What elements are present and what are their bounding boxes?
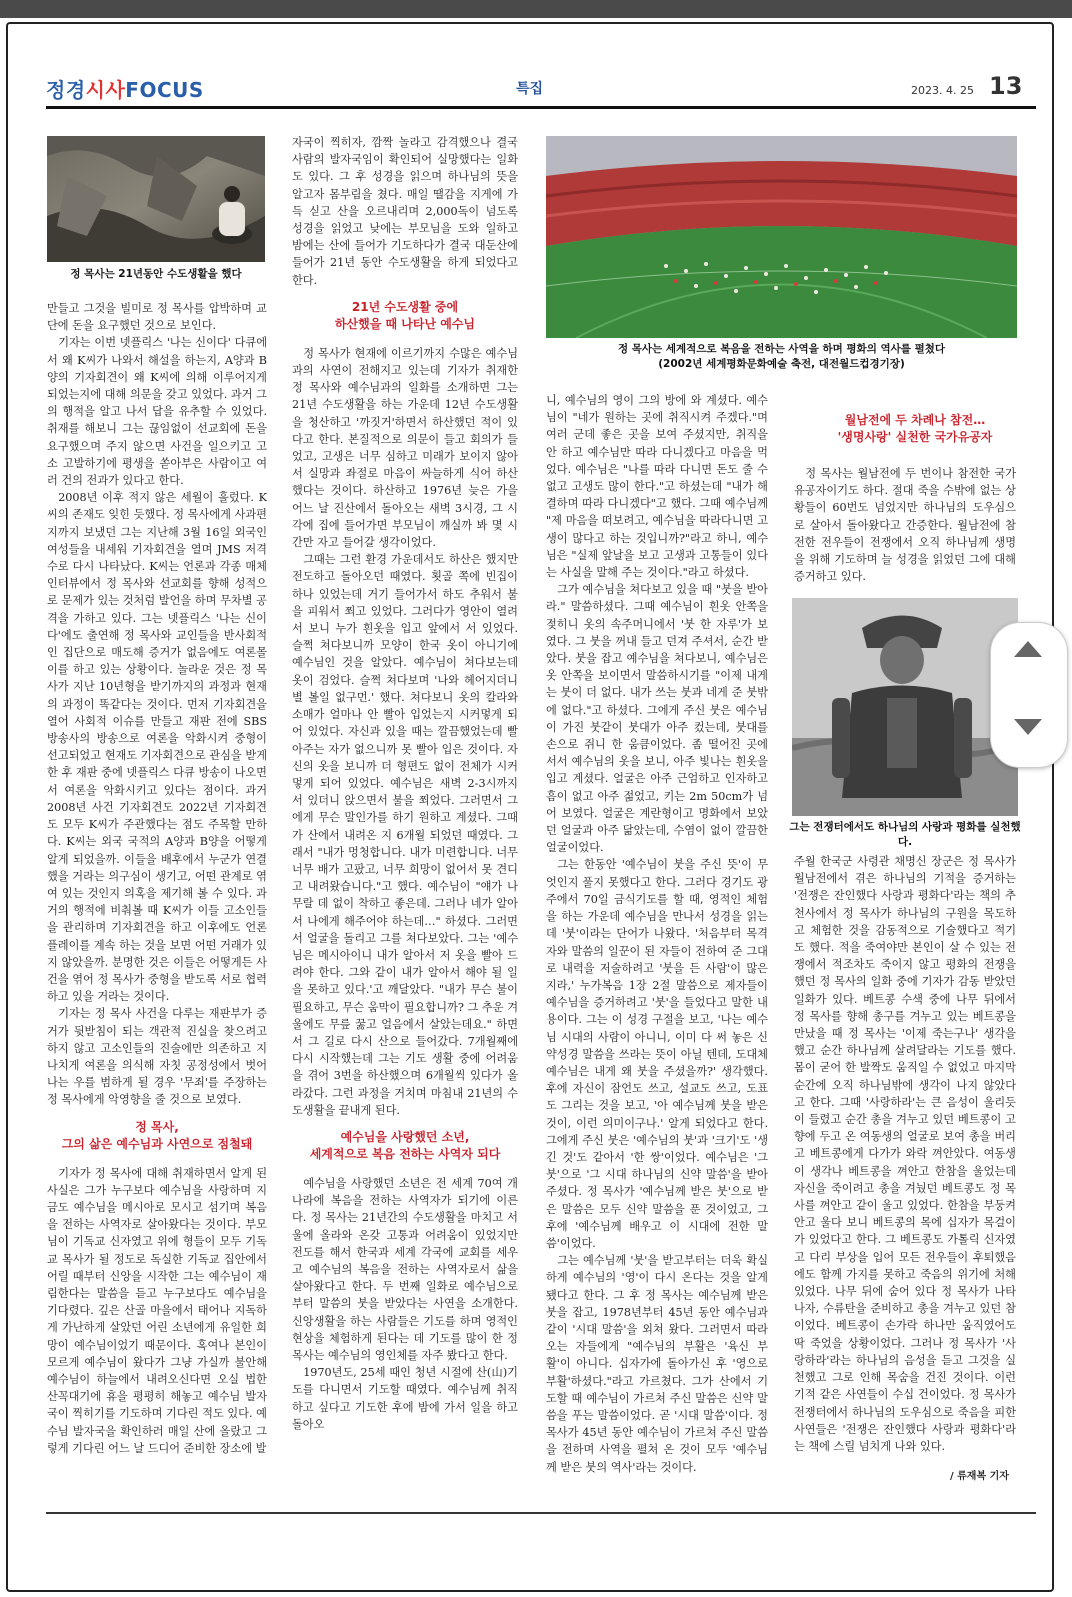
subheading-2 [292, 299, 518, 333]
paragraph: 1970년도, 25세 때인 청년 시절에 산(山)기도를 다니면서 기도할 때였다. 예수님께 취직하고 싶다고 기도한 후에 밤에 가서 일을 하고 돌아오 [292, 1366, 518, 1431]
stadium-caption-line1: 정 목사는 세계적으로 복음을 전하는 사역을 하며 평화의 역사를 펼쳤다 [617, 343, 946, 355]
paragraph: 니, 예수님의 영이 그의 방에 와 계셨다. 예수님이 "네가 원하는 곳에 취직시켜 주겠다."며 여러 군데 좋은 곳을 보여 주셨지만, 취직을 안 하고 예수님만 따라 다니겠다고 마음을 먹었다. 예수님은 "나를 따라 다니면 돈도 줄 수 없고 고생도 많이 한다."고 하셨는데 "내가 해결하며 따라 다니겠다"고 했다. 그때 예수님께 "제 마음을 떠보려고, 예수님을 따라다니면 고생이 많다고 하는 것입니까?"라고 하니, 예수님은 "실제 앞날을 보고 고생과 고통들이 있다는 사실을 말해 주는 것이다."라고 하셨다. [546, 394, 768, 580]
scroll-down-arrow-icon[interactable] [1014, 719, 1042, 735]
article-column-3 [546, 392, 768, 1476]
soldier-photo [792, 598, 1018, 816]
subheading-3 [292, 1129, 518, 1163]
subheading-1-line2: 그의 삶은 예수님과 사연으로 점철돼 [61, 1136, 253, 1151]
subheading-2-line2: 하산했을 때 나타난 예수님 [334, 316, 476, 331]
paragraph: 그는 예수님께 '붓'을 받고부터는 더욱 확실하게 예수님의 '영'이 다시 온다는 것을 알게 됐다고 한다. 그 후 정 목사는 예수님께 받은 붓을 잡고, 1978년부터 45년 동안 예수님과 같이 '시대 말씀'을 외쳐 왔다. 그러면서 따라오는 자들에게 "예수님의 부활은 '육신 부활'이 아니다. 십자가에 돌아가신 후 '영으로 부활'하셨다."라고 가르쳤다. 그가 산에서 기도할 때 예수님이 가르쳐 주신 말씀은 신약 말씀을 푸는 말씀이었다. 곧 '시대 말씀'이다. 정 목사가 45년 동안 예수님이 가르쳐 주신 말씀을 전하며 사역을 펼쳐 온 것이 모두 '예수님께 받은 붓의 역사'라는 것이다. [546, 1254, 768, 1474]
subheading-4-line2: '생명사랑' 실천한 국가유공자 [837, 430, 993, 444]
paragraph: 그때는 그런 환경 가운데서도 하산은 했지만 전도하고 돌아오던 때였다. 횟골 쪽에 빈집이 하나 있었는데 거기 들어가서 하도 추워서 불을 피워서 쬐고 있었다. 그러다가 영안이 열려서 보니 누가 흰옷을 입고 앞에서 서 있었다. 슬쩍 쳐다보니까 모양이 한국 옷이 아니기에 예수님인 것을 알았다. 예수님이 쳐다보는데 옷이 검었다. 슬쩍 쳐다보며 '나와 헤어지더니 별 볼일 없구먼.' 했다. 쳐다보니 옷의 칼라와 소매가 얼마나 안 빨아 입었는지 시커멓게 되어 있었다. 자신과 있을 때는 깔끔했었는데 빨아주는 자가 없으니까 못 빨아 입은 것이다. 자신의 옷을 보니까 더 형편도 없이 전체가 시커멓게 되어 있었다. 예수님은 새벽 2-3시까지 서 있더니 앉으면서 불을 쬐었다. 그러면서 그에게 무슨 말인가를 하기 원하고 계셨다. 그때가 산에서 내려온 지 6개월 되었던 때였다. 그래서 "내가 멍청합니다. 내가 미련합니다. 너무너무 배가 고팠고, 너무 희망이 없어서 못 견디고 내려왔습니다."고 했다. 예수님이 "얘가 나 무랄 데 없이 착하고 좋은데. 그러나 네가 알아서 나에게 해주어야 하는데…" 하셨다. 그러면서 얼굴을 돌리고 그를 쳐다보았다. 그는 '예수님은 메시아이니 내가 알아서 저 옷을 빨아 드려야 한다. 그와 같이 내가 알아서 해야 될 일을 못하고 있다.'고 깨달았다. "내가 무슨 불이 필요하고, 무슨 움막이 필요합니까? 그 추운 겨울에도 무릎 꿇고 얼음에서 살았는데요." 하면서 그 길로 다시 산으로 들어갔다. 7개월째에 다시 시작했는데 그는 기도 생활 중에 어려움을 겪어 3번을 하산했으며 6개월씩 있다가 올라갔다. 그런 과정을 거치며 마침내 21년의 수도생활을 끝내게 된다. [292, 553, 518, 1117]
paragraph: 그가 예수님을 쳐다보고 있을 때 "붓을 받아라." 말씀하셨다. 그때 예수님이 흰옷 안쪽을 젖히니 옷의 속주머니에서 '붓 한 자루'가 보였다. 그 붓을 꺼내 들고 던져 주셔서, 순간 받았다. 붓을 잡고 예수님을 쳐다보니, 예수님은 옷 안쪽을 보이면서 말씀하시기를 "이제 내게는 붓이 더 없다. 내가 쓰는 붓과 네게 준 붓밖에 없다."고 하셨다. 그에게 주신 붓은 예수님이 가진 붓같이 붓대가 아주 컸는데, 붓대를 손으로 쥐니 한 움큼이었다. 좀 떨어진 곳에 서서 예수님의 옷을 보니, 아주 빛나는 흰옷을 입고 계셨다. 얼굴은 아주 근엄하고 인자하고 흠이 없고 아주 젊었고, 키는 2m 50cm가 넘어 보였다. 얼굴은 계란형이고 명화에서 보았던 얼굴과 아주 닮았는데, 수염이 없이 깔끔한 얼굴이었다. [546, 583, 768, 855]
paragraph: 정 목사가 현재에 이르기까지 수많은 예수님과의 사연이 전해지고 있는데 기자가 취재한 정 목사와 예수님과의 일화를 소개하면 그는 21년 수도생활을 하는 가운데 12년 수도생활을 청산하고 '까짓거'하면서 하산했던 적이 있다고 한다. 본질적으로 의문이 들고 회의가 들었고, 고생은 너무 심하고 미래가 보이지 않아서 실망과 좌절로 마음이 싸늘하게 식어 하산했다는 것이다. 하산하고 1976년 늦은 가을 어느 날 진산에서 돌아오는 새벽 3시경, 그 시각에 집에 들어가면 부모님이 깨실까 봐 몇 시간만 자고 들어갈 생각이었다. [292, 346, 518, 550]
article-column-4a [794, 465, 1016, 585]
subheading-3-line2: 세계적으로 복음 전하는 사역자 되다 [309, 1146, 501, 1161]
paragraph: 기자는 이번 넷플릭스 '나는 신이다' 다큐에서 왜 K씨가 나와서 해설을 하는지, A양과 B양의 기자회견이 왜 K씨에 의해 이루어지게 되었는지에 대해 의문을 갖고 있었다. 과거 그의 행적을 알고 나서 답을 유추할 수 있었다. 취재를 해보니 그는 끊임없이 선교회에 돈을 요구했으며 주지 않으면 사건을 일으키고 고소 고발하기에 평생을 쏟아부은 사람이고 여러 건의 전과가 있다고 한다. [47, 336, 267, 488]
stadium-photo [546, 136, 1017, 338]
paragraph: 그는 한동안 '예수님이 붓을 주신 뜻'이 무엇인지 풀지 못했다고 한다. 그러다 경기도 광주에서 70일 금식기도를 할 때, 영적인 체험을 하는 가운데 예수님을 만나서 성경을 읽는데 '붓'이라는 단어가 나왔다. '처음부터 목격자와 말씀의 일꾼이 된 자들이 전하여 준 그대로 내력을 저술하려고 '붓을 든 사람'이 많은지라,' 누가복음 1장 2절 말씀으로 제자들이 예수님을 증거하려고 '붓'을 들었다고 말한 내용이다. 그는 이 성경 구절을 보고, '나는 예수님 시대의 사람이 아니니, 이미 다 써 놓은 신약성경 말씀을 쓰라는 뜻이 아닐 텐데, 도대체 예수님은 내게 왜 붓을 주셨을까?' 생각했다. 후에 자신이 잠언도 쓰고, 설교도 쓰고, 도표도 그리는 것을 보고, '아 예수님께 붓을 받은 것이, 이런 의미이구나.' 알게 되었다고 한다. 그에게 주신 붓은 '예수님의 붓'과 '크기'도 '생긴 것'도 같아서 '한 쌍'이었다. 예수님은 '그 붓'으로 '그 시대 하나님의 신약 말씀'을 받아 주셨다. 정 목사가 '예수님께 받은 붓'으로 받은 말씀은 모두 신약 말씀을 푼 것이었고, 그 후에 '예수님께 배우고 이 시대에 전한 말씀'이었다. [546, 858, 768, 1250]
prayer-photo-caption: 정 목사는 21년동안 수도생활을 했다 [70, 268, 242, 280]
page-header [46, 72, 1036, 102]
logo-part3: FOCUS [125, 78, 204, 102]
subheading-4-line1: 월남전에 두 차례나 참전… [844, 413, 986, 427]
subheading-1 [47, 1119, 267, 1153]
prayer-photo [47, 136, 265, 262]
scroll-up-arrow-icon[interactable] [1014, 641, 1042, 657]
paragraph: 정 목사는 월남전에 두 번이나 참전한 국가유공자이기도 하다. 절대 죽을 수밖에 없는 상황들이 60번도 넘었지만 하나님의 도우심으로 살아서 돌아왔다고 간증한다. 월남전에 참전한 전우들이 전쟁에서 오직 하나님께 생명을 위해 기도하며 늘 성경을 읽었던 그에 대해 증거하고 있다. [794, 467, 1016, 584]
paragraph: 자국이 찍히자, 깜짝 놀라고 감격했으나 결국 사람의 발자국임이 확인되어 실망했다는 일화도 있다. 그 후 성경을 읽으며 하나님의 뜻을 알고자 몸부림을 쳤다. 매일 땔감을 지게에 가득 싣고 산을 오르내리며 2,000독이 넘도록 성경을 읽었고 낮에는 부모님을 도와 일하고 밤에는 산에 들어가 기도하다가 결국 대둔산에 들어가 21년 동안 수도생활을 하게 되었다고 한다. [292, 136, 518, 287]
publication-logo [46, 74, 204, 103]
logo-part1: 정경 [46, 78, 86, 102]
paragraph: 주월 한국군 사령관 채명신 장군은 정 목사가 월남전에서 겪은 하나님의 기적을 증거하는 '전쟁은 잔인했다 사랑과 평화다'라는 책의 추천사에서 정 목사가 하나님의 구원을 목도하고 체험한 것을 감동적으로 기술했다고 적기도 했다. 적을 죽여야만 본인이 살 수 있는 전쟁에서 적조차도 죽이지 않고 평화의 전쟁을 했던 정 목사의 일화 중에 기자가 감동 받았던 일화가 있다. 베트콩 수색 중에 나무 뒤에서 정 목사를 향해 총구를 겨누고 있는 베트콩을 만났을 때 정 목사는 '이제 죽는구나' 생각을 했고 순간 하나님께 살려달라는 기도를 했다. 몸이 굳어 한 발짝도 움직일 수 없었고 마지막 순간에 오직 하나님밖에 생각이 나지 않았다고 한다. 그때 '사랑하라'는 큰 음성이 울리듯이 들렸고 순간 총을 겨누고 있던 베트콩이 고향에 두고 온 여동생의 얼굴로 보여 총을 버리고 베트콩에게 다가가 와락 껴안았다. 여동생이 생각나 베트콩을 껴안고 한참을 울었는데 자신을 죽이려고 총을 겨눴던 베트콩도 정 목사를 껴안고 같이 울고 있었다. 한참을 부둥켜안고 울다 보니 베트콩의 목에 십자가 목걸이가 있었다고 한다. 그 베트콩도 가톨릭 신자였고 다리 부상을 입어 모든 전우들이 후퇴했음에도 함께 가지를 못하고 죽음의 위기에 처해 있었다. 나무 뒤에 숨어 있다 정 목사가 나타나자, 수류탄을 준비하고 총을 겨누고 있던 참이었다. 베트콩이 손가락 하나만 움직였어도 딱 죽었을 상황이었다. 그러나 정 목사가 '사랑하라'라는 하나님의 음성을 듣고 그것을 실천했고 그로 인해 목숨을 건진 것이다. 이런 기적 같은 사연들이 수십 건이었다. 정 목사가 전쟁터에서 하나님의 도우심으로 죽음을 피한 사연들은 '전쟁은 잔인했다 사랑과 평화다'라는 책에 스릴 넘치게 나와 있다. [794, 855, 1016, 1453]
paragraph: 예수님을 사랑했던 소년은 전 세계 70여 개 나라에 복음을 전하는 사역자가 되기에 이른다. 정 목사는 21년간의 수도생활을 마치고 서울에 올라와 온갖 고통과 어려움이 있었지만 전도를 해서 한국과 세계 각국에 교회를 세우고 예수님의 복음을 전하는 사역자로서 삶을 살아왔다고 한다. 두 번째 일화로 예수님으로부터 말씀의 붓을 받았다는 사연을 소개한다. 신앙생활을 하는 사람들은 기도를 하며 영적인 현상을 체험하게 된다는 데 기도를 많이 한 정 목사는 예수님의 영인체를 자주 봤다고 한다. [292, 1176, 518, 1362]
paragraph: 2008년 이후 적지 않은 세월이 흘렀다. K씨의 존재도 잊힌 듯했다. 정 목사에게 사과편지까지 보냈던 그는 지난해 3월 16일 외국인 여성들을 내세워 기자회견을 열며 JMS 저격수로 다시 나타났다. K씨는 언론과 각종 매체 인터뷰에서 정 목사와 선교회를 향해 성적으로 문제가 있는 것처럼 발언을 하며 무차별 공격을 가하고 있다. 그는 넷플릭스 '나는 신이다'에도 출연해 정 목사와 교인들을 반사회적인 집단으로 매도해 증거가 없음에도 여론몰이를 하고 있는 상황이다. 놀라운 것은 정 목사가 지난 10년형을 받기까지의 과정과 현재의 과정이 똑같다는 것이다. 먼저 기자회견을 열어 사회적 이슈를 만들고 재판 전에 SBS 방송사의 방송으로 여론을 악화시켜 중형이 선고되었고 현재도 기자회견으로 관심을 받게 한 후 재판 중에 넷플릭스 다큐 방송이 나오면서 여론을 악화시키고 있다는 점이다. 과거 2008년 사건 기자회견도 2022년 기자회견도 모두 K씨가 주관했다는 점도 주목할 만하다. K씨는 외국 국적의 A양과 B양을 어떻게 알게 되었을까. 이들을 배후에서 누군가 연결했을 거라는 의구심이 생기고, 어떤 관계로 엮여 있는 것인지 의혹을 제기해 볼 수 있다. 과거의 행적에 비춰볼 때 K씨가 이들 고소인들을 관리하며 기자회견을 하고 이후에도 언론 플레이를 계속 하는 것을 보면 어떤 거래가 있지 않았을까. 분명한 것은 이들은 어떻게든 사건을 엮어 정 목사가 중형을 받도록 서로 협력하고 있을 거라는 것이다. [47, 491, 267, 1004]
subheading-3-line1: 예수님을 사랑했던 소년, [340, 1129, 470, 1144]
subheading-1-line1: 정 목사, [135, 1119, 179, 1134]
subheading-4 [805, 412, 1025, 446]
issue-date: 2023. 4. 25 [911, 84, 974, 97]
footer-rule [46, 1512, 1036, 1514]
paragraph: 기자는 정 목사 사건을 다루는 재판부가 증거가 뒷받침이 되는 객관적 진실을 찾으려고 하지 않고 고소인들의 진술에만 의존하고 지나치게 여론을 의식해 자칫 공정성에서 벗어나는 우를 범하게 될 경우 '무죄'를 주장하는 정 목사에게 악영향을 줄 것으로 보였다. [47, 1007, 267, 1107]
header-rule [46, 106, 1036, 109]
soldier-photo-image [792, 598, 1018, 816]
byline: / 류재복 기자 [950, 1471, 1009, 1482]
article-column-1 [47, 300, 267, 1457]
top-bar [0, 0, 1072, 18]
prayer-photo-image [47, 136, 265, 262]
stadium-caption-line2: (2002년 세계평화문화예술 축전, 대전월드컵경기장) [658, 358, 905, 370]
subheading-2-line1: 21년 수도생활 중에 [351, 299, 459, 314]
logo-part2: 시사 [85, 78, 126, 102]
stadium-photo-image [546, 136, 1017, 338]
paragraph: 기자가 정 목사에 대해 취재하면서 알게 된 사실은 그가 누구보다 예수님을 사랑하며 지금도 예수님을 메시아로 모시고 섬기며 복음을 전하는 사역자로 살아왔다는 것이다. 부모님이 기독교 신자였고 위에 형들이 모두 기독교 목사가 될 정도로 독실한 기독교 집안에서 어릴 때부터 신앙을 시작한 그는 예수님이 재림한다는 말씀을 듣고 누구보다도 예수님을 기다렸다. 깊은 산골 마을에서 태어나 지독하게 가난하게 살았던 어린 소년에게 유일한 희망이 예수님이었기 때문이다. 혹여나 본인이 모르게 예수님이 왔다가 그냥 가실까 불안해 예수님이 하늘에서 내려오신다면 오실 법한 산꼭대기에 휴을 평평히 해놓고 예수님 발자국이 찍히기를 기도하며 기다린 적도 있다. 예수님 발자국을 확인하러 매일 산에 올랐고 그렇게 기다린 어느 날 드디어 준비한 장소에 발 [47, 1166, 267, 1455]
article-column-2 [292, 134, 518, 1433]
paragraph: 만들고 그것을 빌미로 정 목사를 압박하며 교단에 돈을 요구했던 것으로 보인다. [47, 302, 267, 333]
page-scroll-widget [990, 622, 1068, 768]
article-column-4b [794, 853, 1016, 1455]
stadium-photo-caption [546, 342, 1017, 372]
section-label: 특집 [516, 81, 544, 97]
soldier-photo-caption: 그는 전쟁터에서도 하나님의 사랑과 평화를 실천했다. [789, 821, 1021, 848]
page-number: 13 [989, 72, 1023, 100]
